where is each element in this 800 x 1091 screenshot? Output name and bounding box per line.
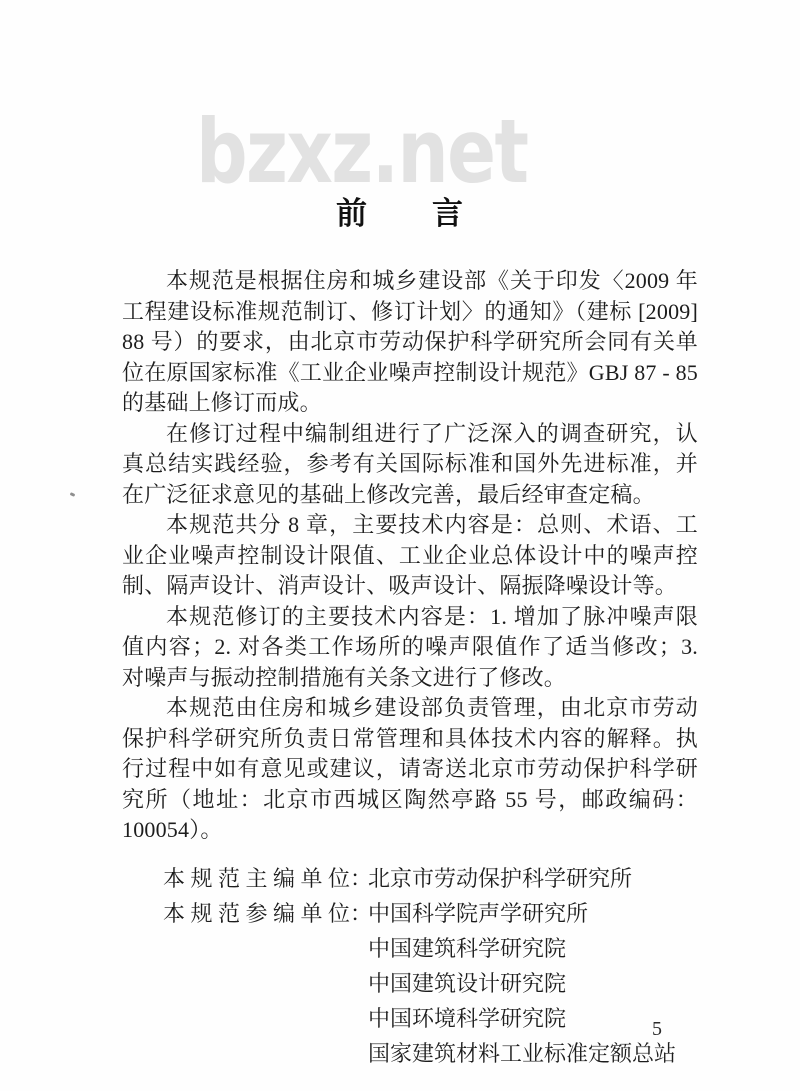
editor-units-section xyxy=(163,861,698,1071)
chief-editor-value: 北京市劳动保护科学研究所 xyxy=(368,865,633,891)
co-editor-value: 国家建筑材料工业标准定额总站 xyxy=(368,1040,677,1066)
paragraph-chapter-overview: 本规范共分 8 章，主要技术内容是：总则、术语、工业企业噪声控制设计限值、工业企业总体设计中的噪声控制、隔声设计、消声设计、吸声设计、隔振降噪设计等。 xyxy=(122,512,698,598)
chief-editor-label: 本 规 范 主 编 单 位： xyxy=(163,865,373,891)
page-number: 5 xyxy=(652,1018,662,1040)
co-editor-value: 中国建筑科学研究院 xyxy=(368,935,567,961)
paragraph-management-contact: 本规范由住房和城乡建设部负责管理，由北京市劳动保护科学研究所负责日常管理和具体技术内容的解释。执行过程中如有意见或建议，请寄送北京市劳动保护科学研究所（地址：北京市西城区陶然亭路 55 号，邮政编码：100054）。 xyxy=(122,695,698,842)
watermark-text: bzxz.net xyxy=(196,100,528,203)
chief-editor-row xyxy=(163,861,698,896)
co-editor-value: 中国环境科学研究院 xyxy=(368,1005,567,1031)
page-title: 前 言 xyxy=(336,196,464,231)
document-body xyxy=(122,266,698,1071)
co-editor-label: 本 规 范 参 编 单 位： xyxy=(163,900,373,926)
co-editor-row xyxy=(163,896,698,931)
paragraph-source-notice: 本规范是根据住房和城乡建设部《关于印发〈2009 年工程建设标准规范制订、修订计划〉的通知》（建标 [2009] 88 号）的要求，由北京市劳动保护科学研究所会同有关单位在原国家标准《工业企业噪声控制设计规范》GBJ 87 - 85 的基础上修订而成。 xyxy=(122,268,698,415)
co-editor-value: 中国建筑设计研究院 xyxy=(368,970,567,996)
co-editor-value: 中国科学院声学研究所 xyxy=(368,900,589,926)
scan-speck xyxy=(70,492,76,497)
paragraph-revision-changes: 本规范修订的主要技术内容是：1. 增加了脉冲噪声限值内容；2. 对各类工作场所的噪声限值作了适当修改；3. 对噪声与振动控制措施有关条文进行了修改。 xyxy=(122,603,698,690)
paragraph-revision-process: 在修订过程中编制组进行了广泛深入的调查研究，认真总结实践经验，参考有关国际标准和国外先进标准，并在广泛征求意见的基础上修改完善，最后经审查定稿。 xyxy=(122,420,698,507)
